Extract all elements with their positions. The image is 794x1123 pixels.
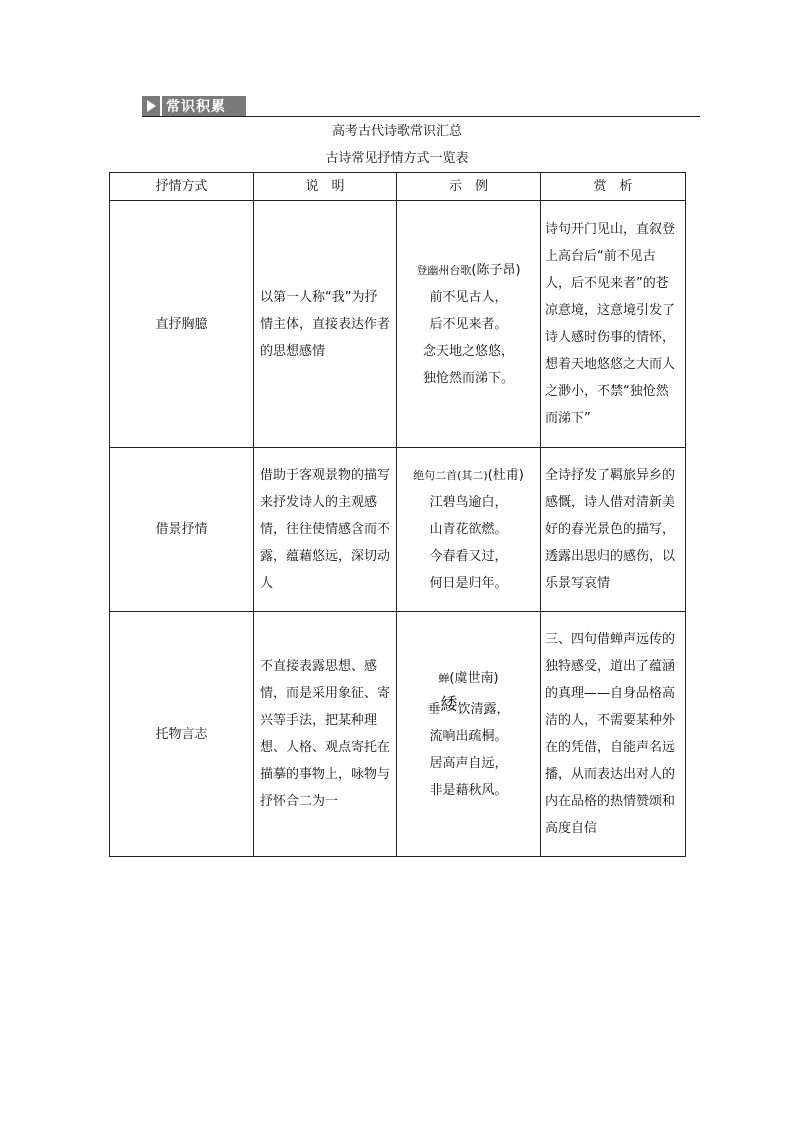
poem-line: 今春看又过，: [429, 549, 508, 564]
poem-line-part: 緌: [440, 694, 458, 715]
poem-author: (杜甫): [487, 468, 524, 483]
table-title: 古诗常见抒情方式一览表: [325, 151, 469, 166]
poem-line-part: 垂: [427, 701, 441, 717]
analysis-cell: 全诗抒发了羁旅异乡的感慨，诗人借对清新美好的春光景色的描写，透露出思归的感伤，以乐景写哀情: [541, 448, 686, 612]
example-cell: [397, 448, 541, 612]
poem-line: 前不见古人，: [429, 289, 508, 305]
poem-line: 后不见来者。: [429, 316, 508, 332]
lyric-methods-table: [109, 172, 686, 857]
poem-line: 江碧鸟逾白，: [429, 495, 508, 510]
description-cell: 以第一人称“我”为抒情主体，直接表达作者的思想感情: [254, 201, 397, 448]
header-analysis: 赏 析: [541, 173, 686, 201]
method-cell: 直抒胸臆: [110, 201, 254, 448]
analysis-cell: 诗句开门见山，直叙登上高台后“前不见古人，后不见来者”的苍凉意境，这意境引发了诗人感时伤事的情怀，想着天地悠悠之大而人之渺小，不禁“独怆然而涕下”: [541, 201, 686, 448]
table-row: [110, 448, 686, 612]
poem-title-name: 登幽州台歌: [416, 263, 472, 277]
table-row: [110, 612, 686, 857]
example-cell: [397, 612, 541, 857]
poem-title-name: 蝉: [438, 671, 450, 685]
poem-title: [397, 665, 540, 692]
arrow-right-icon: [142, 96, 162, 116]
section-header: [142, 96, 700, 118]
header-method: 抒情方式: [110, 173, 254, 201]
poem-author: (虞世南): [449, 670, 499, 686]
main-title: 高考古代诗歌常识汇总: [331, 124, 462, 139]
poem-line-part: 饮清露，: [457, 701, 510, 717]
section-divider: [142, 116, 700, 117]
poem-line: 何日是归年。: [429, 576, 508, 591]
poem-line: [397, 692, 540, 723]
poem-line: 流响出疏桐。: [429, 728, 508, 744]
poem-line: 山青花欲燃。: [429, 522, 508, 537]
poem-line: 非是藉秋风。: [429, 782, 508, 798]
example-cell: [397, 201, 541, 448]
header-description: 说 明: [254, 173, 397, 201]
description-cell: 借助于客观景物的描写来抒发诗人的主观感情，往往使情感含而不露，蕴藉悠远，深切动人: [254, 448, 397, 612]
poem-author: (陈子昂): [471, 262, 521, 278]
method-cell: 托物言志: [110, 612, 254, 857]
table-row: [110, 201, 686, 448]
method-cell: 借景抒情: [110, 448, 254, 612]
poem-title: [397, 462, 540, 489]
poem-line: 念天地之悠悠，: [422, 343, 514, 359]
poem-line: 居高声自远，: [429, 755, 508, 771]
section-tag: [142, 96, 246, 116]
table-header-row: [110, 173, 686, 201]
analysis-cell: 三、四句借蝉声远传的独特感受，道出了蕴涵的真理——自身品格高洁的人，不需要某种外在的凭借，自能声名远播，从而表达出对人的内在品格的热情赞颂和高度自信: [541, 612, 686, 857]
description-cell: 不直接表露思想、感情，而是采用象征、寄兴等手法，把某种理想、人格、观点寄托在描摹的事物上，咏物与抒怀合二为一: [254, 612, 397, 857]
section-tag-label: 常识积累: [166, 99, 226, 115]
header-example: 示 例: [397, 173, 541, 201]
poem-line: 独怆然而涕下。: [422, 370, 514, 386]
poem-title-name: 绝句二首(其二): [413, 469, 488, 482]
poem-title: [397, 257, 540, 284]
